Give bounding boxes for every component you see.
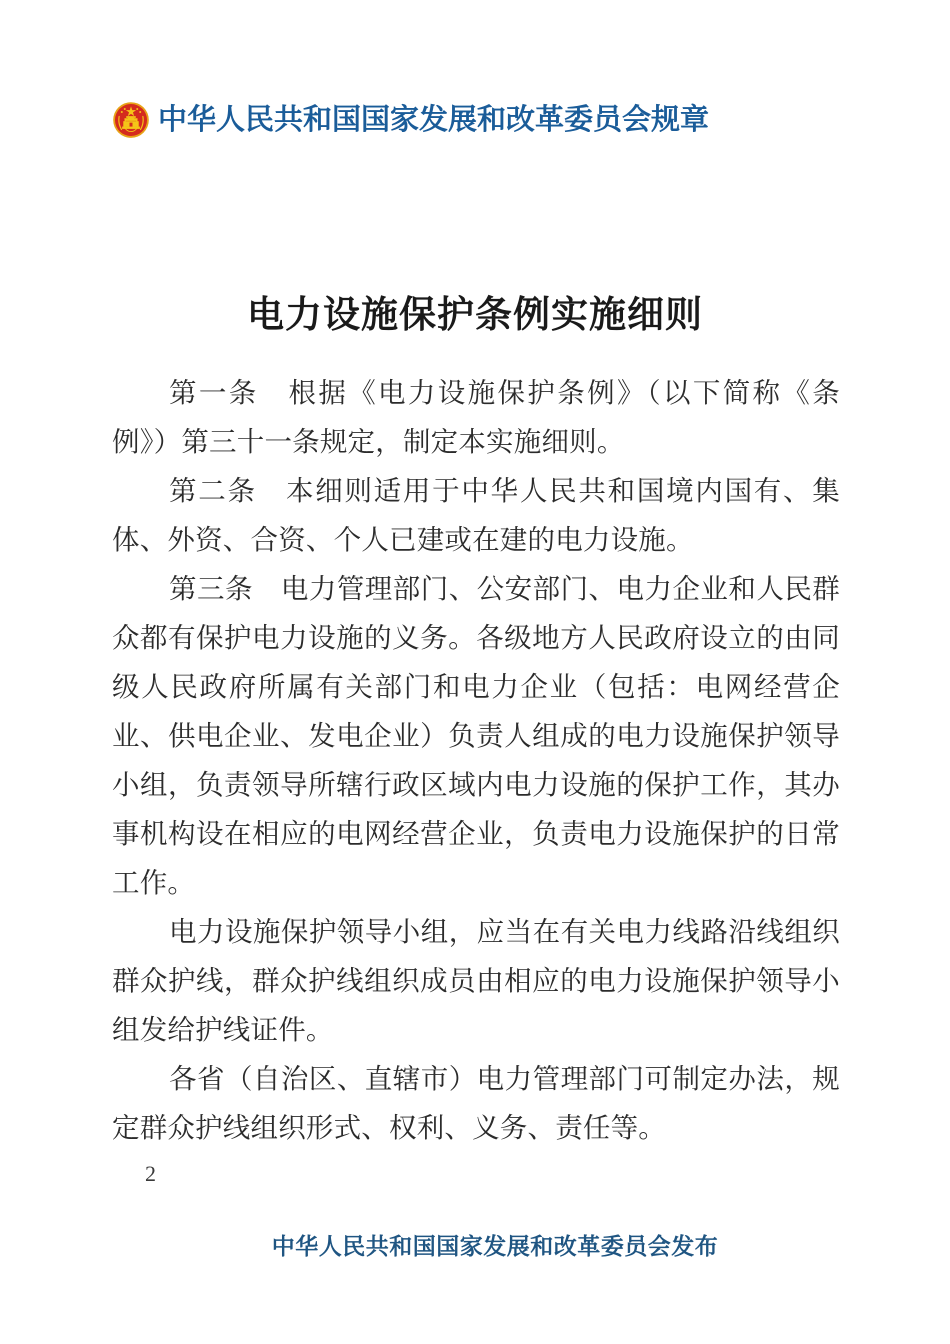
paragraph-article-3: 第三条 电力管理部门、公安部门、电力企业和人民群众都有保护电力设施的义务。各级地方人民政府设立的由同级人民政府所属有关部门和电力企业（包括：电网经营企业、供电企业、发电企业）负责人组成的电力设施保护领导小组，负责领导所辖行政区域内电力设施的保护工作，其办事机构设在相应的电网经营企业，负责电力设施保护的日常工作。 <box>112 573 840 898</box>
publisher-footer: 中华人民共和国国家发展和改革委员会发布 <box>271 1234 719 1259</box>
document-header <box>112 96 709 144</box>
paragraph-provincial-rules: 各省（自治区、直辖市）电力管理部门可制定办法，规定群众护线组织形式、权利、义务、责任等。 <box>112 1063 840 1143</box>
document-body <box>112 368 840 1152</box>
page-title: 电力设施保护条例实施细则 <box>247 294 703 336</box>
page-number: 2 <box>145 1161 156 1186</box>
paragraph-protection-group: 电力设施保护领导小组，应当在有关电力线路沿线组织群众护线，群众护线组织成员由相应的电力设施保护领导小组发给护线证件。 <box>112 916 840 1045</box>
header-title: 中华人民共和国国家发展和改革委员会规章 <box>158 103 710 136</box>
paragraph-article-2: 第二条 本细则适用于中华人民共和国境内国有、集体、外资、合资、个人已建或在建的电力设施。 <box>112 475 840 555</box>
national-emblem-icon <box>112 101 150 139</box>
paragraph-article-1: 第一条 根据《电力设施保护条例》（以下简称《条例》）第三十一条规定，制定本实施细则。 <box>112 377 840 457</box>
